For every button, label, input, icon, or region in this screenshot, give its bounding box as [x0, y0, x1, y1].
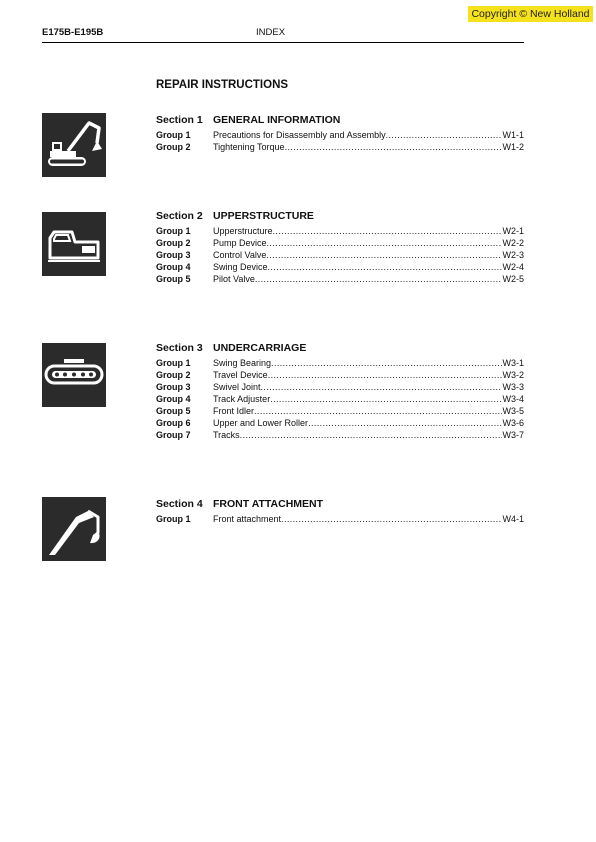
group-label: Group 1 [156, 130, 191, 140]
group-label: Group 1 [156, 358, 191, 368]
group-title: Swing Device [213, 262, 268, 272]
dot-leader [273, 225, 503, 237]
section-name: GENERAL INFORMATION [213, 114, 341, 126]
group-label: Group 2 [156, 238, 191, 248]
page-ref: W3-4 [502, 394, 524, 404]
section-1 [156, 113, 524, 153]
toc-row[interactable] [156, 393, 524, 405]
dot-leader [261, 381, 503, 393]
group-label: Group 5 [156, 406, 191, 416]
section-3 [156, 341, 524, 441]
group-title: Swing Bearing [213, 358, 272, 368]
group-title: Tightening Torque [213, 142, 285, 152]
toc-row[interactable] [156, 129, 524, 141]
group-title: Pilot Valve [213, 274, 255, 284]
section-heading [156, 113, 524, 128]
page-ref: W2-2 [502, 238, 524, 248]
page-ref: W1-2 [502, 142, 524, 152]
dot-leader [285, 141, 503, 153]
dot-leader [270, 393, 502, 405]
group-title: Front Idler [213, 406, 255, 416]
dot-leader [255, 273, 503, 285]
dot-leader [267, 237, 503, 249]
group-title: Track Adjuster [213, 394, 271, 404]
dot-leader [268, 369, 503, 381]
section-4 [156, 497, 524, 525]
page-ref: W2-3 [502, 250, 524, 260]
toc-row[interactable] [156, 513, 524, 525]
model-label: E175B-E195B [42, 27, 104, 38]
group-title: Tracks [213, 430, 240, 440]
group-label: Group 4 [156, 262, 191, 272]
group-label: Group 5 [156, 274, 191, 284]
section-heading [156, 341, 524, 356]
group-title: Control Valve [213, 250, 267, 260]
copyright-badge: Copyright © New Holland [468, 6, 593, 22]
dot-leader [240, 429, 503, 441]
page-ref: W3-2 [502, 370, 524, 380]
upperstructure-icon [42, 212, 106, 276]
section-name: UPPERSTRUCTURE [213, 210, 314, 222]
toc-row[interactable] [156, 237, 524, 249]
page-ref: W2-5 [502, 274, 524, 284]
page-ref: W2-1 [502, 226, 524, 236]
toc-row[interactable] [156, 249, 524, 261]
page-ref: W2-4 [502, 262, 524, 272]
group-label: Group 3 [156, 382, 191, 392]
page-title: REPAIR INSTRUCTIONS [156, 79, 289, 91]
toc-row[interactable] [156, 429, 524, 441]
group-label: Group 4 [156, 394, 191, 404]
undercarriage-icon [42, 343, 106, 407]
page-ref: W3-3 [502, 382, 524, 392]
dot-leader [386, 129, 503, 141]
dot-leader [281, 513, 502, 525]
section-number: Section 1 [156, 114, 203, 126]
group-title: Upperstructure [213, 226, 273, 236]
front-attachment-icon [42, 497, 106, 561]
group-label: Group 2 [156, 370, 191, 380]
dot-leader [266, 249, 502, 261]
page-ref: W1-1 [502, 130, 524, 140]
section-name: UNDERCARRIAGE [213, 342, 307, 354]
group-title: Pump Device [213, 238, 267, 248]
toc-row[interactable] [156, 357, 524, 369]
toc-row[interactable] [156, 381, 524, 393]
section-heading [156, 497, 524, 512]
page-ref: W3-5 [502, 406, 524, 416]
group-title: Swivel Joint [213, 382, 261, 392]
toc-row[interactable] [156, 405, 524, 417]
index-label: INDEX [256, 27, 286, 38]
toc-row[interactable] [156, 369, 524, 381]
group-label: Group 6 [156, 418, 191, 428]
toc-row[interactable] [156, 225, 524, 237]
group-title: Precautions for Disassembly and Assembly [213, 130, 386, 140]
group-title: Front attachment [213, 514, 282, 524]
dot-leader [268, 261, 503, 273]
page-ref: W3-7 [502, 430, 524, 440]
header-rule [42, 42, 524, 43]
dot-leader [308, 417, 502, 429]
group-title: Travel Device [213, 370, 268, 380]
excavator-icon [42, 113, 106, 177]
section-number: Section 3 [156, 342, 203, 354]
section-name: FRONT ATTACHMENT [213, 498, 324, 510]
group-label: Group 1 [156, 226, 191, 236]
section-number: Section 2 [156, 210, 203, 222]
section-2 [156, 209, 524, 285]
page-ref: W4-1 [502, 514, 524, 524]
toc-row[interactable] [156, 141, 524, 153]
toc-row[interactable] [156, 261, 524, 273]
dot-leader [271, 357, 502, 369]
toc-row[interactable] [156, 273, 524, 285]
group-label: Group 3 [156, 250, 191, 260]
group-label: Group 1 [156, 514, 191, 524]
dot-leader [254, 405, 502, 417]
section-heading [156, 209, 524, 224]
page-ref: W3-6 [502, 418, 524, 428]
group-label: Group 2 [156, 142, 191, 152]
page-ref: W3-1 [502, 358, 524, 368]
group-label: Group 7 [156, 430, 191, 440]
section-number: Section 4 [156, 498, 203, 510]
toc-row[interactable] [156, 417, 524, 429]
group-title: Upper and Lower Roller [213, 418, 309, 428]
